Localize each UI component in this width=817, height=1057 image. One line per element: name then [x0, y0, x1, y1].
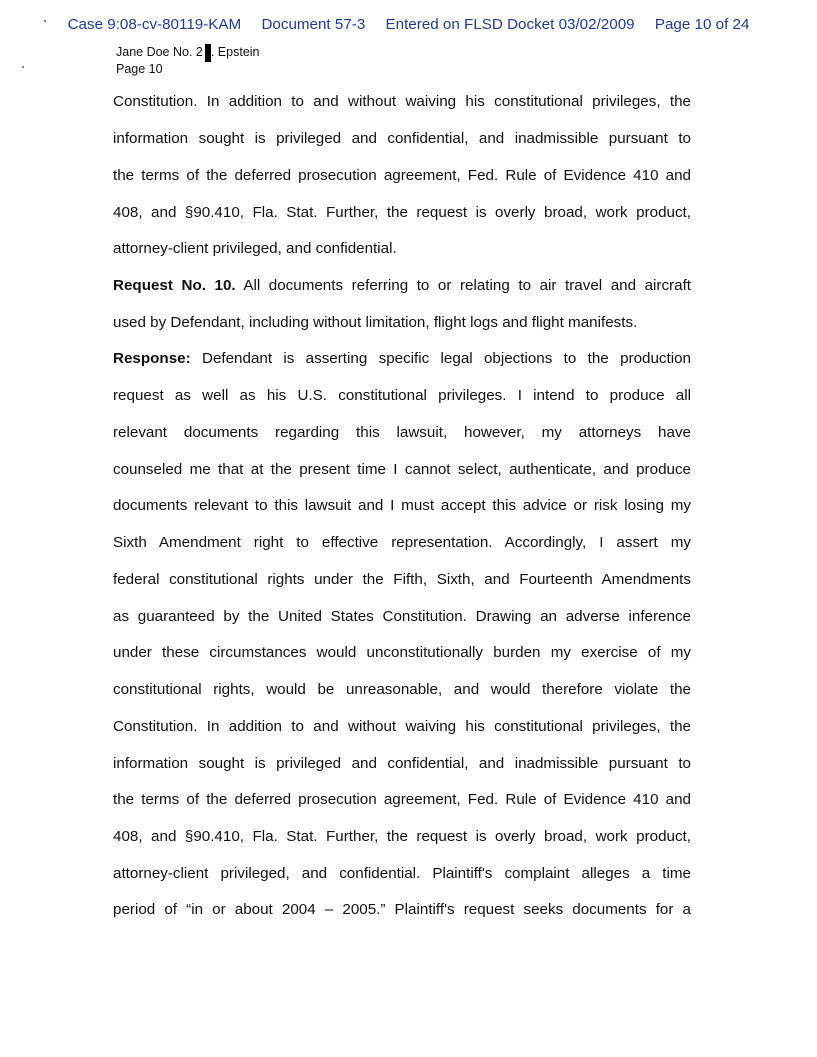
body-line: used by Defendant, including without limitation, flight logs and flight manifests.: [113, 314, 638, 331]
body-line: 408, and §90.410, Fla. Stat. Further, the request is overly broad, work product,: [113, 204, 691, 221]
scan-speck: [44, 20, 46, 22]
response-text: Defendant is asserting specific legal objections to the production: [190, 350, 691, 367]
caption-page-number: Page 10: [116, 62, 163, 76]
caption-plaintiff: Jane Doe No. 2: [116, 45, 203, 59]
body-line: counseled me that at the present time I cannot select, authenticate, and produce: [113, 461, 691, 478]
response-label: Response:: [113, 350, 191, 367]
stamp-case-number: Case 9:08-cv-80119-KAM: [67, 16, 242, 33]
body-line: Constitution. In addition to and without waiving his constitutional privileges, the: [113, 718, 691, 735]
scan-speck: [22, 66, 24, 68]
caption-defendant: . Epstein: [210, 45, 260, 59]
stamp-entered-date: Entered on FLSD Docket 03/02/2009: [385, 16, 635, 33]
body-line: constitutional rights, would be unreasonable, and would therefore violate the: [113, 681, 691, 698]
body-line: under these circumstances would unconstitutionally burden my exercise of my: [113, 644, 691, 661]
body-line: period of “in or about 2004 – 2005.” Plaintiff's request seeks documents for a: [113, 901, 691, 918]
request-heading-line: [113, 276, 691, 296]
body-line: 408, and §90.410, Fla. Stat. Further, the request is overly broad, work product,: [113, 828, 691, 845]
response-heading-line: [113, 349, 691, 369]
body-line: the terms of the deferred prosecution agreement, Fed. Rule of Evidence 410 and: [113, 791, 691, 808]
body-line: information sought is privileged and confidential, and inadmissible pursuant to: [113, 130, 691, 147]
page-caption: [116, 44, 260, 77]
body-line: information sought is privileged and confidential, and inadmissible pursuant to: [113, 755, 691, 772]
body-line: Sixth Amendment right to effective representation. Accordingly, I assert my: [113, 534, 691, 551]
body-line: attorney-client privileged, and confidential.: [113, 240, 397, 257]
body-line: documents relevant to this lawsuit and I must accept this advice or risk losing my: [113, 497, 691, 514]
body-line: request as well as his U.S. constitutional privileges. I intend to produce all: [113, 387, 691, 404]
stamp-document-number: Document 57-3: [261, 16, 366, 33]
docket-stamp-header: [0, 16, 817, 33]
body-line: attorney-client privileged, and confidential. Plaintiff's complaint alleges a time: [113, 865, 691, 882]
request-text: All documents referring to or relating to air travel and aircraft: [235, 277, 692, 294]
body-line: as guaranteed by the United States Constitution. Drawing an adverse inference: [113, 608, 691, 625]
request-label: Request No. 10.: [113, 277, 236, 294]
stamp-page-count: Page 10 of 24: [654, 16, 750, 33]
case-caption-line: [116, 44, 260, 62]
body-line: federal constitutional rights under the Fifth, Sixth, and Fourteenth Amendments: [113, 571, 691, 588]
body-line: relevant documents regarding this lawsuit, however, my attorneys have: [113, 424, 691, 441]
body-line: the terms of the deferred prosecution agreement, Fed. Rule of Evidence 410 and: [113, 167, 691, 184]
body-line: Constitution. In addition to and without waiving his constitutional privileges, the: [113, 93, 691, 110]
